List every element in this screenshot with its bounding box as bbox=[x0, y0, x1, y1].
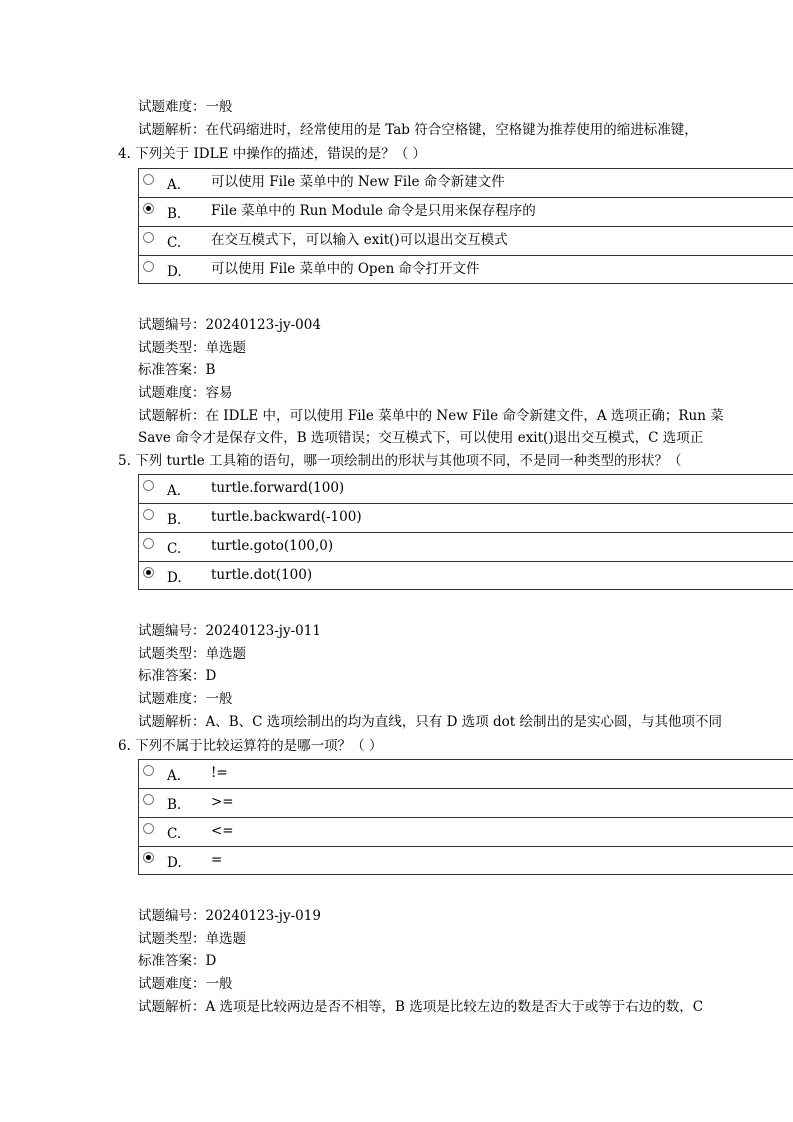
option-text: turtle.dot(100) bbox=[211, 567, 313, 583]
analysis-text-continued: Save 命令才是保存文件，B 选项错误；交互模式下，可以使用 exit()退出交互模式，C 选项正 bbox=[138, 430, 704, 446]
option-text: turtle.backward(-100) bbox=[211, 509, 362, 525]
analysis-text: 试题解析：A、B、C 选项绘制出的均为直线，只有 D 选项 dot 绘制出的是实心圆，与其他项不同 bbox=[138, 714, 722, 730]
option-text: 在交互模式下，可以输入 exit()可以退出交互模式 bbox=[211, 232, 508, 248]
question-5-options bbox=[138, 474, 793, 590]
option-row[interactable] bbox=[138, 226, 793, 255]
question-id: 试题编号：20240123-jy-019 bbox=[138, 908, 321, 924]
question-type: 试题类型：单选题 bbox=[138, 340, 246, 356]
option-letter: A. bbox=[167, 768, 182, 784]
analysis-text: 试题解析：A 选项是比较两边是否不相等，B 选项是比较左边的数是否大于或等于右边的数，C bbox=[138, 999, 704, 1015]
question-6-title: 6. 下列不属于比较运算符的是哪一项？（ ） bbox=[118, 738, 383, 754]
radio-button[interactable] bbox=[143, 794, 154, 805]
question-4-title: 4. 下列关于 IDLE 中操作的描述，错误的是？（ ） bbox=[118, 146, 427, 162]
radio-button[interactable] bbox=[143, 174, 154, 185]
option-letter: D. bbox=[167, 570, 182, 586]
radio-button[interactable] bbox=[143, 480, 154, 491]
option-row[interactable] bbox=[138, 168, 793, 197]
option-text: turtle.forward(100) bbox=[211, 480, 345, 496]
analysis-text: 试题解析：在代码缩进时，经常使用的是 Tab 符合空格键，空格键为推荐使用的缩进标准键， bbox=[138, 122, 698, 138]
radio-button-selected[interactable] bbox=[143, 852, 154, 863]
option-text: >= bbox=[211, 794, 234, 810]
difficulty-text: 试题难度：一般 bbox=[138, 691, 233, 707]
option-letter: A. bbox=[167, 177, 182, 193]
option-letter: B. bbox=[167, 512, 182, 528]
option-text: turtle.goto(100,0) bbox=[211, 538, 334, 554]
option-row[interactable] bbox=[138, 788, 793, 817]
radio-button[interactable] bbox=[143, 823, 154, 834]
option-letter: D. bbox=[167, 855, 182, 871]
option-text: 可以使用 File 菜单中的 New File 命令新建文件 bbox=[211, 174, 505, 190]
radio-button[interactable] bbox=[143, 261, 154, 272]
question-id: 试题编号：20240123-jy-011 bbox=[138, 623, 321, 639]
radio-button[interactable] bbox=[143, 765, 154, 776]
option-letter: D. bbox=[167, 264, 182, 280]
option-text: <= bbox=[211, 823, 234, 839]
question-type: 试题类型：单选题 bbox=[138, 646, 246, 662]
question-type: 试题类型：单选题 bbox=[138, 931, 246, 947]
option-text: = bbox=[211, 852, 223, 868]
option-letter: A. bbox=[167, 483, 182, 499]
option-row[interactable] bbox=[138, 197, 793, 226]
radio-button[interactable] bbox=[143, 232, 154, 243]
question-5-title: 5. 下列 turtle 工具箱的语句，哪一项绘制出的形状与其他项不同，不是同一种类型的形状？（ bbox=[118, 453, 682, 469]
radio-button[interactable] bbox=[143, 538, 154, 549]
option-row[interactable] bbox=[138, 474, 793, 503]
option-letter: B. bbox=[167, 797, 182, 813]
option-row[interactable] bbox=[138, 846, 793, 875]
standard-answer: 标准答案：B bbox=[138, 362, 216, 378]
difficulty-text: 试题难度：一般 bbox=[138, 99, 233, 115]
question-6-options bbox=[138, 759, 793, 875]
option-letter: B. bbox=[167, 206, 182, 222]
option-text: != bbox=[211, 765, 228, 781]
option-letter: C. bbox=[167, 541, 182, 557]
option-row[interactable] bbox=[138, 532, 793, 561]
radio-button-selected[interactable] bbox=[143, 203, 154, 214]
option-row[interactable] bbox=[138, 561, 793, 590]
difficulty-text: 试题难度：一般 bbox=[138, 976, 233, 992]
radio-button-selected[interactable] bbox=[143, 567, 154, 578]
analysis-text: 试题解析：在 IDLE 中，可以使用 File 菜单中的 New File 命令新建文件，A 选项正确；Run 菜 bbox=[138, 408, 724, 424]
difficulty-text: 试题难度：容易 bbox=[138, 385, 233, 401]
standard-answer: 标准答案：D bbox=[138, 668, 217, 684]
option-text: 可以使用 File 菜单中的 Open 命令打开文件 bbox=[211, 261, 480, 277]
option-row[interactable] bbox=[138, 503, 793, 532]
option-letter: C. bbox=[167, 235, 182, 251]
radio-button[interactable] bbox=[143, 509, 154, 520]
option-letter: C. bbox=[167, 826, 182, 842]
option-row[interactable] bbox=[138, 817, 793, 846]
option-row[interactable] bbox=[138, 255, 793, 284]
question-id: 试题编号：20240123-jy-004 bbox=[138, 317, 321, 333]
option-text: File 菜单中的 Run Module 命令是只用来保存程序的 bbox=[211, 203, 536, 219]
option-row[interactable] bbox=[138, 759, 793, 788]
standard-answer: 标准答案：D bbox=[138, 953, 217, 969]
question-4-options bbox=[138, 168, 793, 284]
